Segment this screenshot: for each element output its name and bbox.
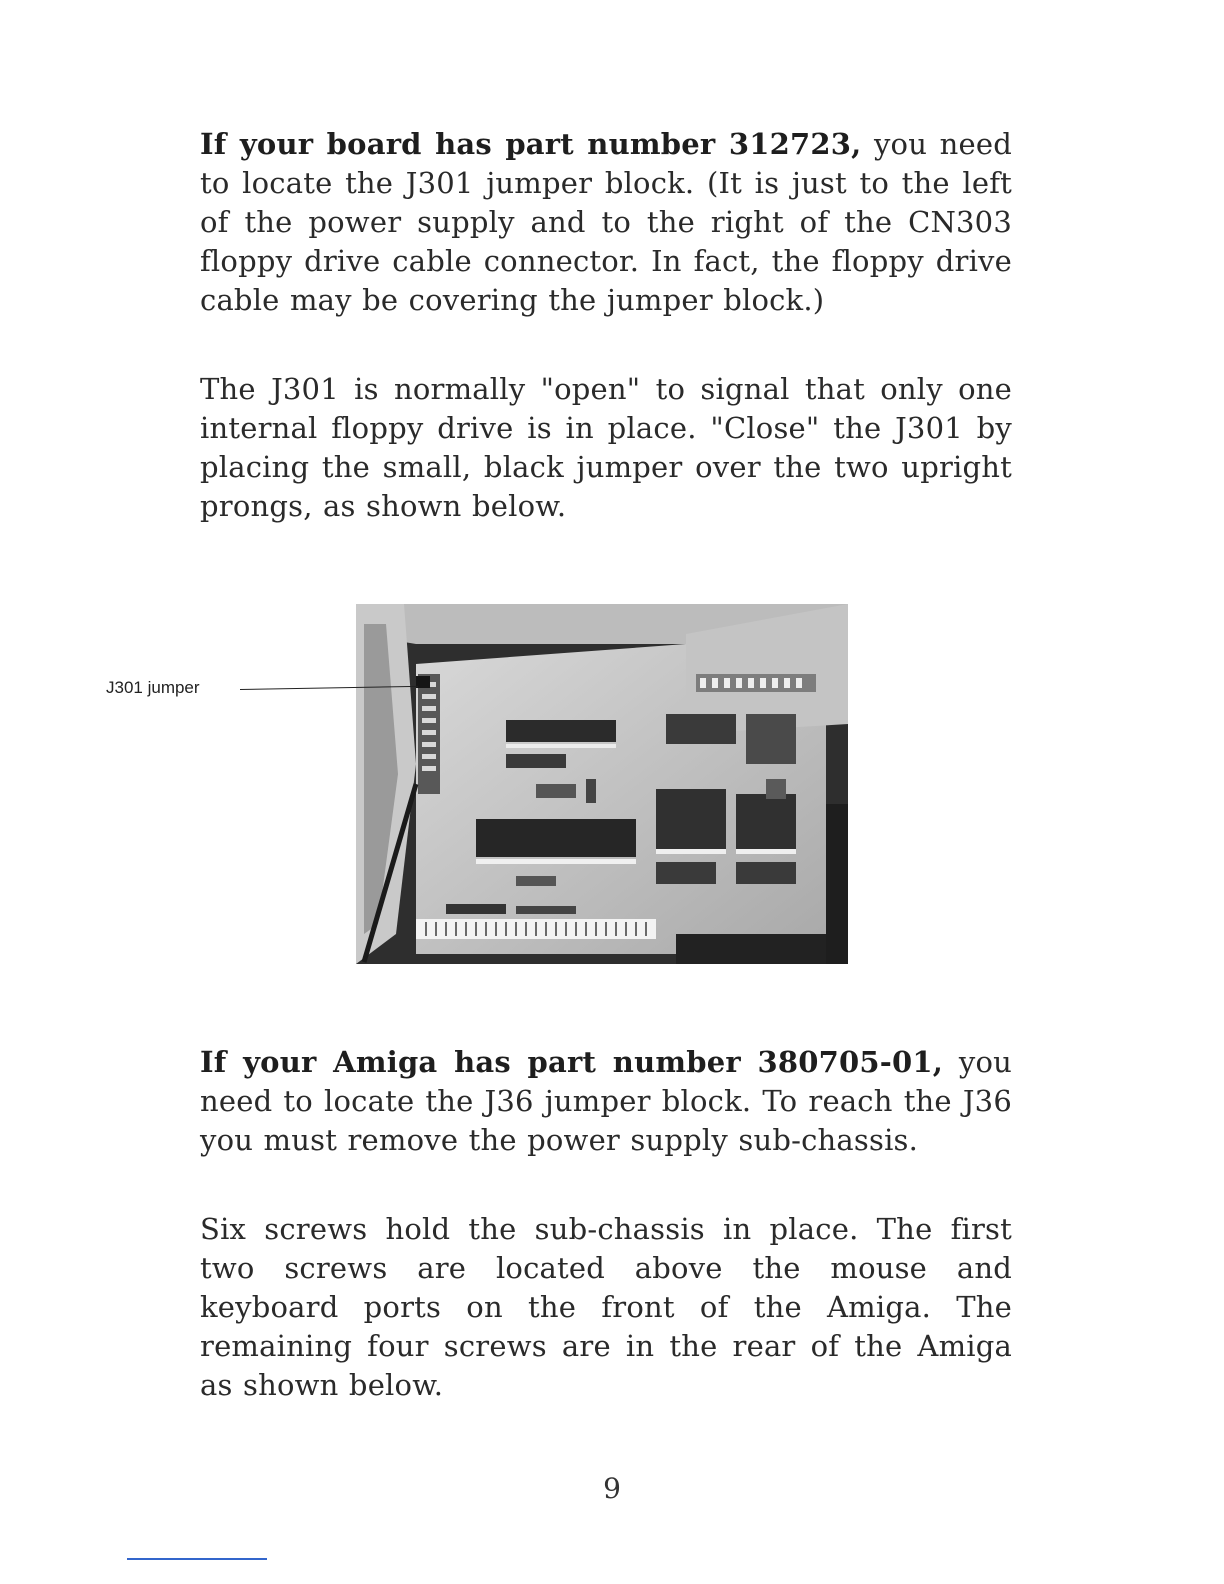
paragraph-lead-bold: If your Amiga has part number 380705-01, [200, 1045, 944, 1079]
motherboard-illustration [356, 604, 848, 964]
page-number: 9 [603, 1472, 621, 1505]
paragraph-j301-instructions: The J301 is normally "open" to signal that only one internal floppy drive is in place. "Close" the J301 by placing the small, black jumper over the two upright prongs, as shown below. [200, 372, 1012, 523]
paragraph-lead-bold: If your board has part number 312723, [200, 127, 862, 161]
footer-rule [127, 1558, 267, 1560]
paragraph-part-380705 [200, 1043, 1012, 1160]
paragraph-six-screws: Six screws hold the sub-chassis in place. The first two screws are located above the mouse and keyboard ports on the front of the Amiga. The remaining four screws are in the rear of the Amiga as shown below. [200, 1212, 1012, 1402]
motherboard-photo [356, 604, 848, 964]
j301-jumper-label: J301 jumper [106, 678, 200, 697]
paragraph-body: you need to locate the J301 jumper block. (It is just to the left of the power supply and to the right of the CN303 floppy drive cable connector. In fact, the floppy drive cable may be covering the jumper block.) [200, 127, 1013, 317]
paragraph-part-312723 [200, 125, 1012, 320]
paragraph-body: you need to locate the J36 jumper block. To reach the J36 you must remove the power supply sub-chassis. [200, 1045, 1012, 1157]
